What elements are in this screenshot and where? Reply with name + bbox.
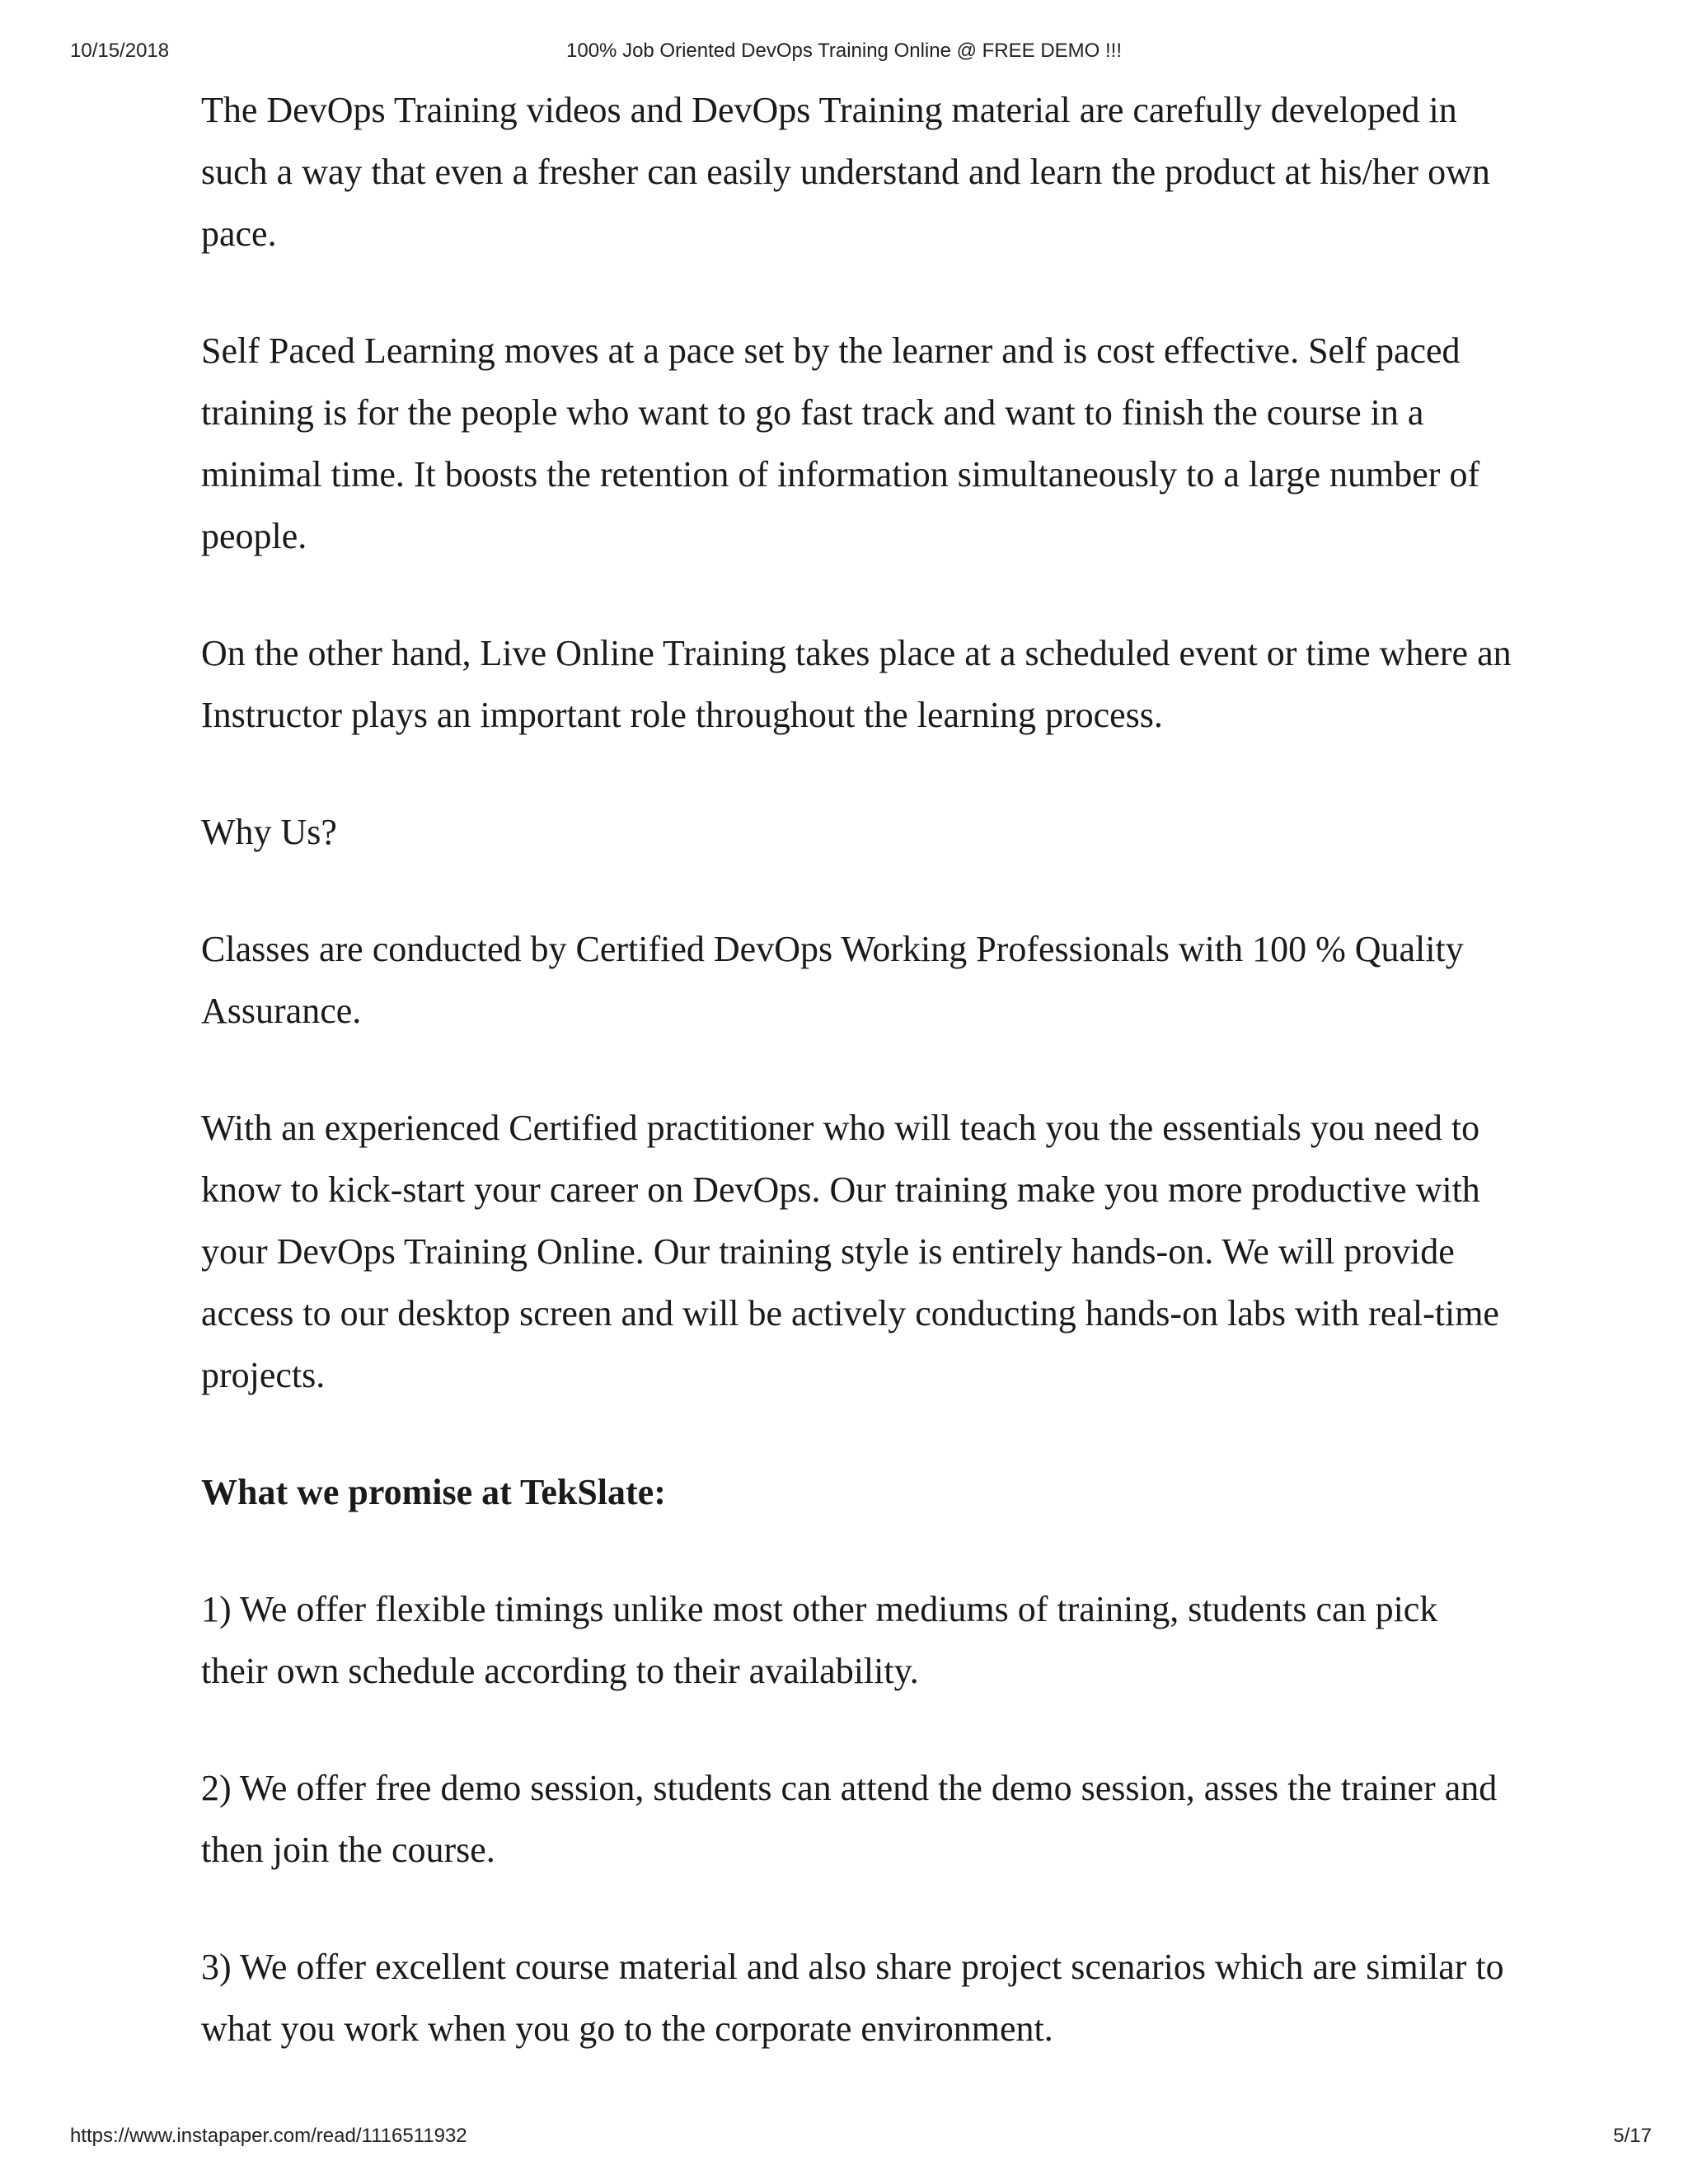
- section-heading-promise: What we promise at TekSlate:: [201, 1472, 666, 1512]
- paragraph-why-us: Why Us?: [201, 812, 337, 852]
- print-footer-url: https://www.instapaper.com/read/1116511932: [70, 2125, 467, 2147]
- promise-item-1: 1) We offer flexible timings unlike most other mediums of training, students can pick their own schedule according to their availability.: [201, 1589, 1438, 1691]
- print-header-date: 10/15/2018: [70, 40, 170, 62]
- print-footer: [0, 2125, 1688, 2158]
- paragraph-training-videos: The DevOps Training videos and DevOps Training material are carefully developed in such a way that even a fresher can easily understand and learn the product at his/her own pace.: [201, 90, 1490, 254]
- print-footer-page-number: 5/17: [1613, 2125, 1652, 2147]
- article-body: [201, 79, 1512, 2115]
- paragraph-experienced-practitioner: With an experienced Certified practitioner who will teach you the essentials you need to know to kick-start your career on DevOps. Our training make you more productive with your DevOps Training Online. Our training style is entirely hands-on. We will provide access to our desktop screen and will be actively conducting hands-on labs with real-time projects.: [201, 1108, 1499, 1395]
- promise-item-3: 3) We offer excellent course material and also share project scenarios which are similar to what you work when you go to the corporate environment.: [201, 1947, 1504, 2049]
- promise-item-2: 2) We offer free demo session, students can attend the demo session, asses the trainer and then join the course.: [201, 1768, 1498, 1870]
- paragraph-self-paced: Self Paced Learning moves at a pace set by the learner and is cost effective. Self paced training is for the people who want to go fast track and want to finish the course in a minimal time. It boosts the retention of information simultaneously to a large number of people.: [201, 330, 1480, 556]
- paragraph-certified-professionals: Classes are conducted by Certified DevOps Working Professionals with 100 % Quality Assurance.: [201, 929, 1464, 1031]
- print-header-title: 100% Job Oriented DevOps Training Online @ FREE DEMO !!!: [566, 40, 1122, 62]
- print-header: [0, 40, 1688, 73]
- paragraph-live-online: On the other hand, Live Online Training takes place at a scheduled event or time where an Instructor plays an important role throughout the learning process.: [201, 633, 1512, 735]
